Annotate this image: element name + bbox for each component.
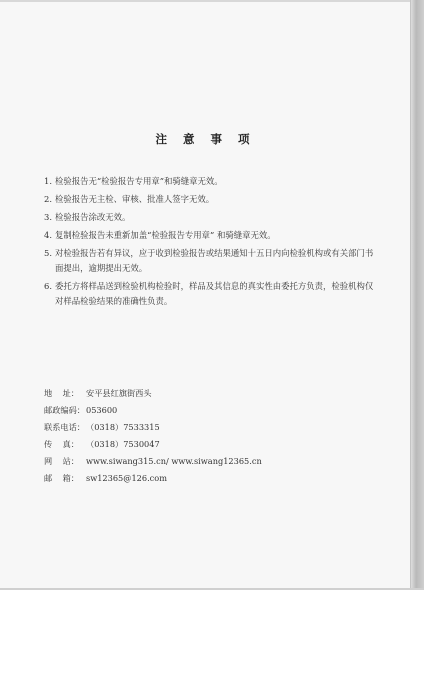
contact-phone-row	[44, 419, 374, 436]
notice-item-number: 6.	[44, 281, 52, 291]
email-value: sw12365@126.com	[86, 473, 167, 483]
website-label: 网 站：	[44, 456, 79, 466]
notice-title: 注 意 事 项	[155, 132, 256, 146]
notice-item-5	[44, 246, 374, 276]
notice-item-text: 复制检验报告未重新加盖“检验报告专用章” 和骑缝章无效。	[55, 230, 276, 240]
notice-item-number: 1.	[44, 176, 52, 186]
fax-value: （0318）7530047	[86, 439, 160, 449]
notice-item-number: 2.	[44, 194, 52, 204]
notice-item-text: 委托方将样品送到检验机构检验时，样品及其信息的真实性由委托方负责，检验机构仅对样品检验结果的准确性负责。	[55, 281, 374, 306]
notice-item-number: 5.	[44, 248, 52, 258]
contact-info	[44, 385, 374, 487]
notice-item-3	[44, 210, 374, 225]
postcode-label: 邮政编码：	[44, 405, 85, 415]
address-label: 地 址：	[44, 388, 79, 398]
fax-label: 传 真：	[44, 439, 79, 449]
notice-item-text: 检验报告涂改无效。	[55, 212, 131, 222]
notice-item-6	[44, 279, 374, 309]
contact-postcode-row	[44, 402, 374, 419]
contact-email-row	[44, 470, 374, 487]
website-value: www.siwang315.cn/ www.siwang12365.cn	[86, 456, 262, 466]
notice-item-number: 4.	[44, 230, 52, 240]
contact-address-row	[44, 385, 374, 402]
contact-website-row	[44, 453, 374, 470]
notice-item-2	[44, 192, 374, 207]
notice-item-text: 检验报告无“检验报告专用章”和骑缝章无效。	[55, 176, 223, 186]
page-top-edge	[0, 0, 424, 2]
page-right-edge-shadow	[411, 0, 424, 590]
notice-item-text: 检验报告无主检、审核、批准人签字无效。	[55, 194, 215, 204]
address-value: 安平县红旗街西头	[86, 388, 152, 398]
email-label: 邮 箱：	[44, 473, 79, 483]
phone-value: （0318）7533315	[86, 422, 160, 432]
notice-item-4	[44, 228, 374, 243]
notice-item-1	[44, 174, 374, 189]
phone-label: 联系电话：	[44, 422, 85, 432]
postcode-value: 053600	[86, 405, 118, 415]
notice-item-number: 3.	[44, 212, 52, 222]
notice-list	[44, 174, 374, 312]
page-bottom-edge	[0, 588, 424, 590]
notice-item-text: 对检验报告若有异议，应于收到检验报告或结果通知十五日内向检验机构或有关部门书面提出，逾期提出无效。	[55, 248, 374, 273]
contact-fax-row	[44, 436, 374, 453]
